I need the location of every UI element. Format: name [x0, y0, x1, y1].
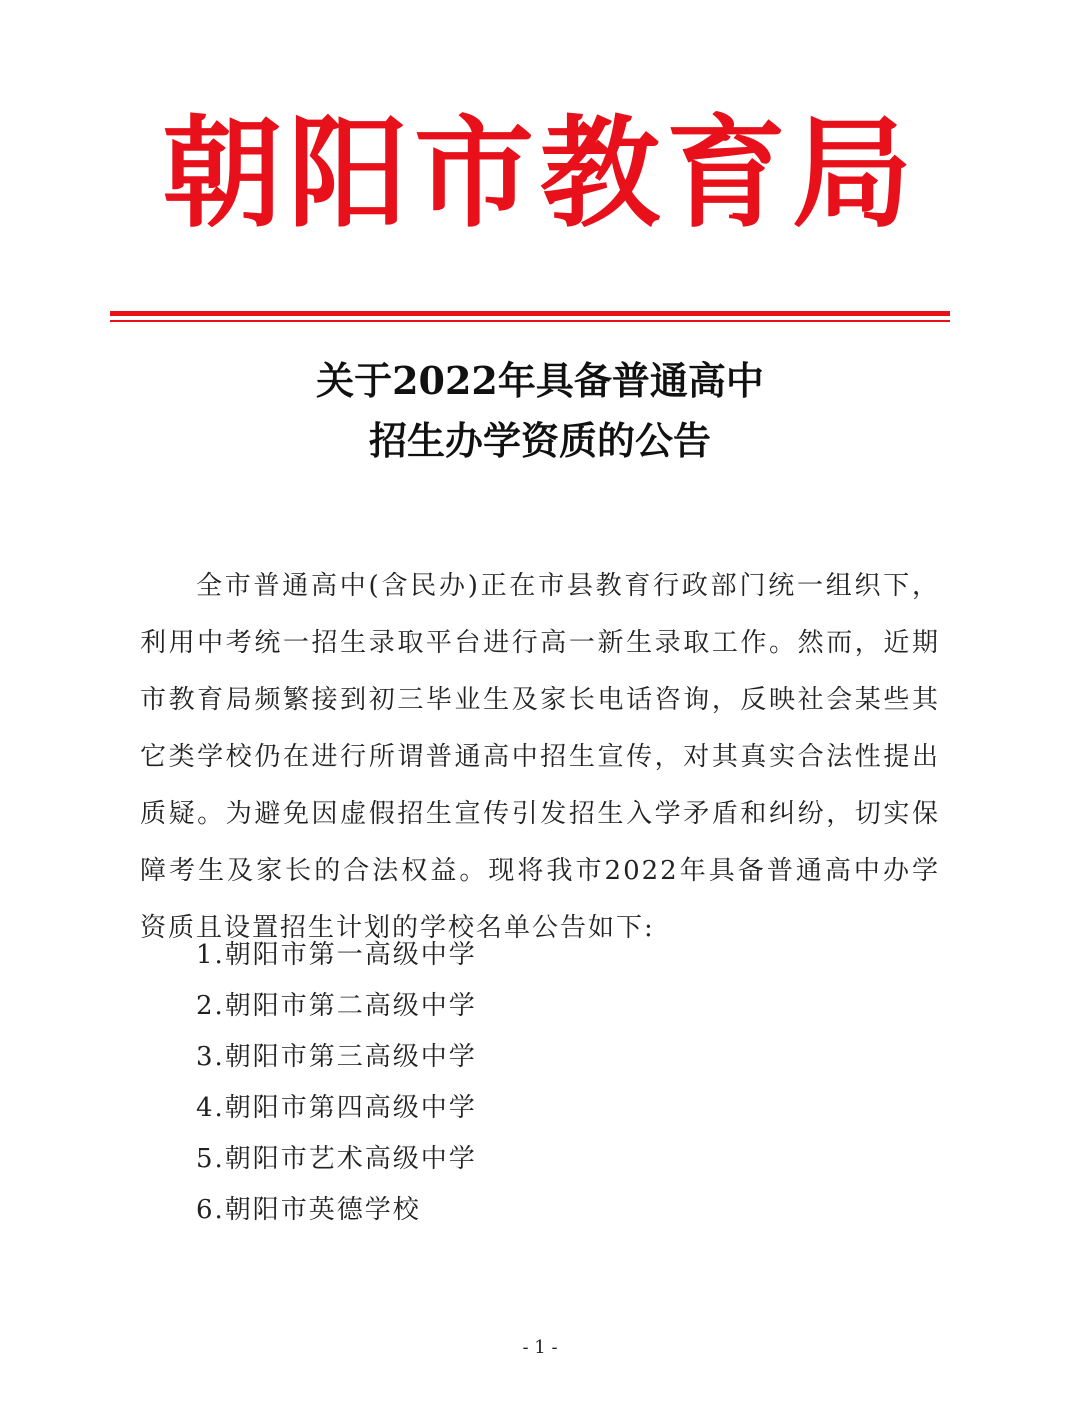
school-list-item: 6.朝阳市英德学校	[196, 1195, 421, 1225]
body-paragraph: 全市普通高中(含民办)正在市县教育行政部门统一组织下，利用中考统一招生录取平台进行高一新生录取工作。然而，近期市教育局频繁接到初三毕业生及家长电话咨询，反映社会某些其它类学校仍在进行所谓普通高中招生宣传，对其真实合法性提出质疑。为避免因虚假招生宣传引发招生入学矛盾和纠纷，切实保障考生及家长的合法权益。现将我市2022年具备普通高中办学资质且设置招生计划的学校名单公告如下:	[140, 571, 940, 943]
document-title-line-1: 关于2022年具备普通高中	[316, 358, 764, 403]
school-list-item: 1.朝阳市第一高级中学	[196, 940, 477, 970]
page-number: - 1 -	[522, 1337, 558, 1358]
school-list-item: 5.朝阳市艺术高级中学	[196, 1144, 477, 1174]
masthead-org-name: 朝阳市教育局	[162, 105, 918, 244]
school-list	[196, 930, 477, 1236]
school-list-item: 2.朝阳市第二高级中学	[196, 991, 477, 1021]
masthead-rule-thin	[110, 320, 950, 322]
masthead-rule-thick	[110, 311, 950, 316]
school-list-item: 3.朝阳市第三高级中学	[196, 1042, 477, 1072]
document-title-line-2: 招生办学资质的公告	[368, 418, 711, 463]
school-list-item: 4.朝阳市第四高级中学	[196, 1093, 477, 1123]
